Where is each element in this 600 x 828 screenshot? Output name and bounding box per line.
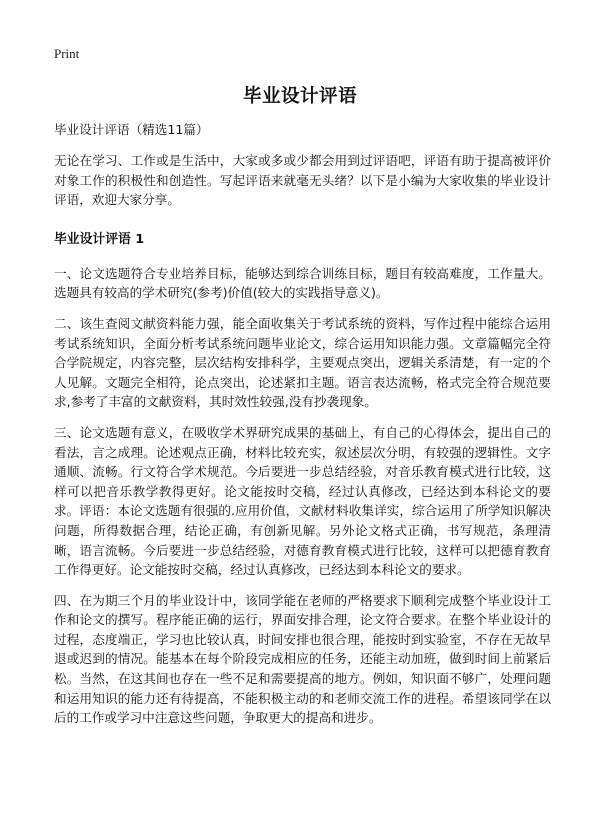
comment-paragraph-1: 一、论文选题符合专业培养目标，能够达到综合训练目标，题目有较高难度，工作量大。选题具有较高的学术研究(参考)价值(较大的实践指导意义)。 xyxy=(54,265,551,301)
comment-paragraph-4: 四、在为期三个月的毕业设计中，该同学能在老师的严格要求下顺利完成整个毕业设计工作和论文的撰写。程序能正确的运行，界面安排合理，论文符合要求。在整个毕业设计的过程，态度端正，学习也比较认真，时间安排也很合理，能按时到实验室，不存在无故早退或迟到的情况。能基本在每个阶段完成相应的任务，还能主动加班，做到时间上前紧后松。当然，在这其间也存在一些不足和需要提高的地方。例如，知识面不够广，处理问题和运用知识的能力还有待提高，不能积极主动的和老师交流工作的进程。希望该同学在以后的工作或学习中注意这些问题，争取更大的提高和进步。 xyxy=(54,592,551,726)
section-heading: 毕业设计评语 1 xyxy=(54,231,145,247)
comment-paragraph-3: 三、论文选题有意义，在吸收学术界研究成果的基础上，有自己的心得体会，提出自己的看法，言之成理。论述观点正确，材料比较充实，叙述层次分明，有较强的逻辑性。文字通顺、流畅。行文符合学术规范。今后要进一步总结经验，对音乐教育模式进行比较，这样可以把音乐教学教得更好。论文能按时交稿，经过认真修改，已经达到本科论文的要求。评语：本论文选题有很强的.应用价值，文献材料收集详实，综合运用了所学知识解决问题，所得数据合理，结论正确，有创新见解。另外论文格式正确，书写规范，条理清晰，语言流畅。今后要进一步总结经验，对德育教育模式进行比较，这样可以把德育教育工作得更好。论文能按时交稿，经过认真修改，已经达到本科论文的要求。 xyxy=(54,424,551,578)
document-subtitle: 毕业设计评语（精选11篇） xyxy=(54,122,209,137)
intro-paragraph: 无论在学习、工作或是生活中，大家或多或少都会用到过评语吧，评语有助于提高被评价对象工作的积极性和创造性。写起评语来就毫无头绪？以下是小编为大家收集的毕业设计评语，欢迎大家分享。 xyxy=(54,153,551,208)
comment-paragraph-2: 二、该生查阅文献资料能力强，能全面收集关于考试系统的资料，写作过程中能综合运用考试系统知识，全面分析考试系统问题毕业论文，综合运用知识能力强。文章篇幅完全符合学院规定，内容完整，层次结构安排科学，主要观点突出，逻辑关系清楚，有一定的个人见解。文题完全相符，论点突出，论述紧扣主题。语言表达流畅，格式完全符合规范要求,参考了丰富的文献资料，其时效性较强,没有抄袭现象。 xyxy=(54,315,551,410)
document-title: 毕业设计评语 xyxy=(242,86,357,107)
document-body xyxy=(54,120,551,739)
print-link[interactable]: Print xyxy=(54,46,80,61)
